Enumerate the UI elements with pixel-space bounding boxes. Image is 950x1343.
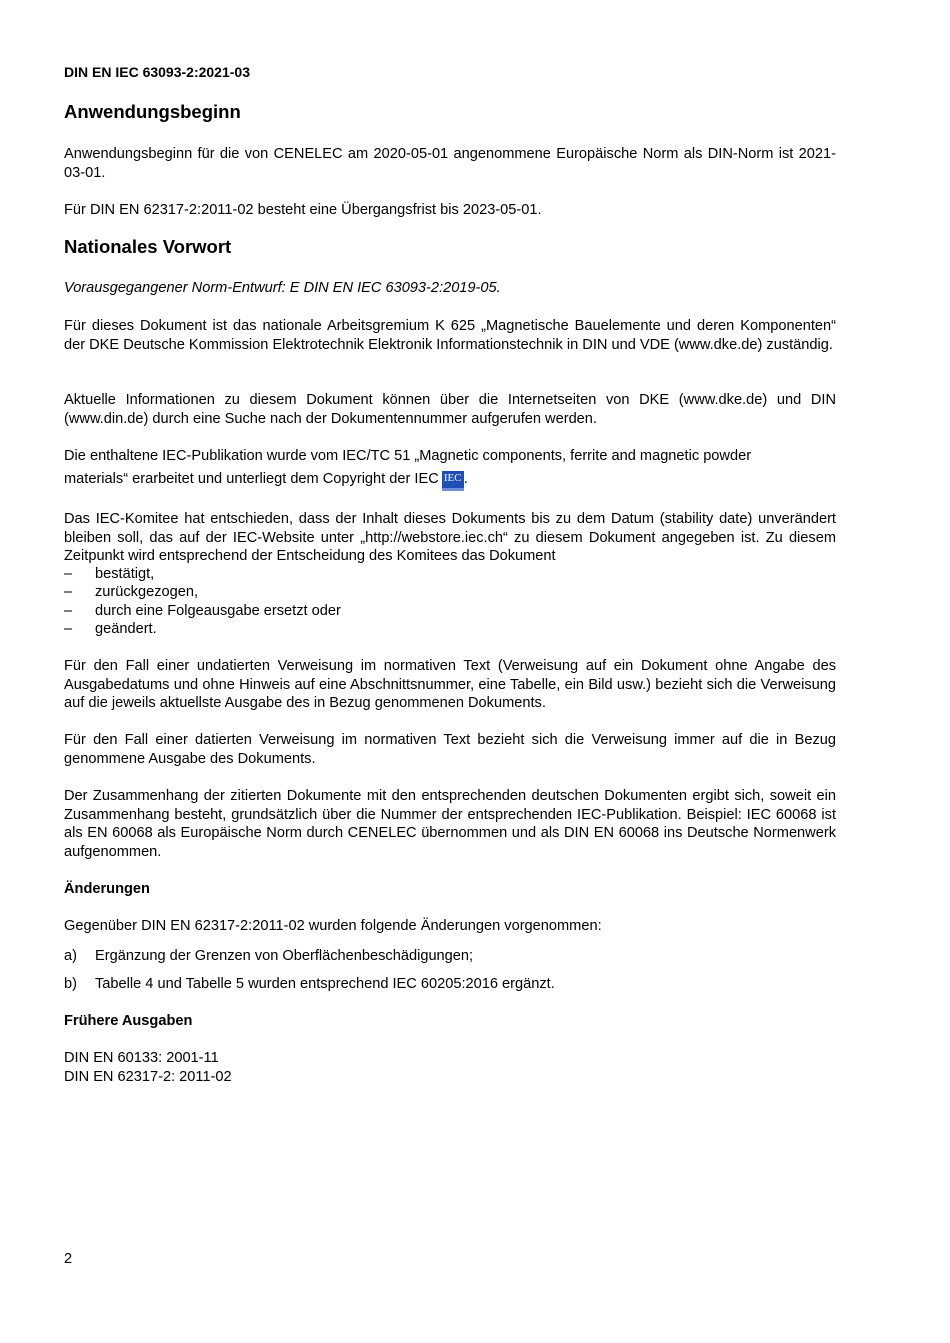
paragraph-text: materials“ erarbeitet und unterliegt dem Copyright der IEC xyxy=(64,471,439,487)
list-marker: a) xyxy=(64,948,77,964)
dash-marker: – xyxy=(64,584,73,600)
list-item-text: durch eine Folgeausgabe ersetzt oder xyxy=(95,603,341,619)
paragraph-end: . xyxy=(463,471,468,487)
dash-marker: – xyxy=(64,566,73,582)
list-marker: b) xyxy=(64,976,77,992)
paragraph: Für DIN EN 62317-2:2011-02 besteht eine Übergangsfrist bis 2023-05-01. xyxy=(64,202,542,218)
paragraph-line: Die enthaltene IEC-Publikation wurde vom IEC/TC 51 „Magnetic components, ferrite and magnetic powder xyxy=(64,448,752,464)
paragraph: Gegenüber DIN EN 62317-2:2011-02 wurden folgende Änderungen vorgenommen: xyxy=(64,918,602,934)
section-title-nationales-vorwort: Nationales Vorwort xyxy=(64,236,232,257)
paragraph: Das IEC-Komitee hat entschieden, dass der Inhalt dieses Dokuments bis zu dem Datum (stability date) unverändert bleiben soll, das auf der IEC-Website unter „http://webstore.iec.ch“ zu diesem Dokument angegeben ist. Zu diesem Zeitpunkt wird entsprechend der Entscheidung des Komitees das Dokument xyxy=(64,511,836,564)
list-item-text: geändert. xyxy=(95,621,157,637)
list-item-text: Tabelle 4 und Tabelle 5 wurden entsprechend IEC 60205:2016 ergänzt. xyxy=(95,976,555,992)
paragraph: Für den Fall einer datierten Verweisung im normativen Text bezieht sich die Verweisung immer auf die in Bezug genommene Ausgabe des Dokuments. xyxy=(64,732,836,767)
paragraph-line xyxy=(64,470,836,491)
section-title-aenderungen: Änderungen xyxy=(64,881,150,897)
section-title-anwendungsbeginn: Anwendungsbeginn xyxy=(64,101,241,122)
document-header: DIN EN IEC 63093-2:2021-03 xyxy=(64,64,250,80)
draft-reference: Vorausgegangener Norm-Entwurf: E DIN EN IEC 63093-2:2019-05. xyxy=(64,280,501,296)
paragraph: Aktuelle Informationen zu diesem Dokument können über die Internetseiten von DKE (www.dke.de) und DIN (www.din.de) durch eine Suche nach der Dokumentennummer aufgerufen werden. xyxy=(64,392,836,427)
paragraph: Der Zusammenhang der zitierten Dokumente mit den entsprechenden deutschen Dokumenten ergibt sich, soweit ein Zusammenhang besteht, grundsätzlich über die Nummer der entsprechenden IEC-Publikation. Beispiel: IEC 60068 ist als EN 60068 als Europäische Norm durch CENELEC übernommen und als DIN EN 60068 ins Deutsche Normenwerk aufgenommen. xyxy=(64,788,836,860)
section-title-fruehere-ausgaben: Frühere Ausgaben xyxy=(64,1013,193,1029)
dash-marker: – xyxy=(64,603,73,619)
list-item-text: Ergänzung der Grenzen von Oberflächenbeschädigungen; xyxy=(95,948,474,964)
edition-item: DIN EN 62317-2: 2011-02 xyxy=(64,1069,232,1085)
edition-item: DIN EN 60133: 2001-11 xyxy=(64,1050,219,1066)
paragraph: Für dieses Dokument ist das nationale Arbeitsgremium K 625 „Magnetische Bauelemente und deren Komponenten“ der DKE Deutsche Kommission Elektrotechnik Elektronik Informationstechnik in DIN und VDE (www.dke.de) zuständig. xyxy=(64,318,836,353)
list-item-text: bestätigt, xyxy=(95,566,155,582)
paragraph: Für den Fall einer undatierten Verweisung im normativen Text (Verweisung auf ein Dokument ohne Angabe des Ausgabedatums und ohne Hinweis auf eine Abschnittsnummer, eine Tabelle, ein Bild usw.) bezieht sich die Verweisung auf die jeweils aktuellste Ausgabe des in Bezug genommenen Dokuments. xyxy=(64,658,836,711)
iec-logo-icon: IEC xyxy=(442,471,464,491)
dash-marker: – xyxy=(64,621,73,637)
page-number: 2 xyxy=(64,1251,73,1267)
list-item-text: zurückgezogen, xyxy=(95,584,199,600)
paragraph: Anwendungsbeginn für die von CENELEC am 2020-05-01 angenommene Europäische Norm als DIN-Norm ist 2021-03-01. xyxy=(64,146,836,181)
